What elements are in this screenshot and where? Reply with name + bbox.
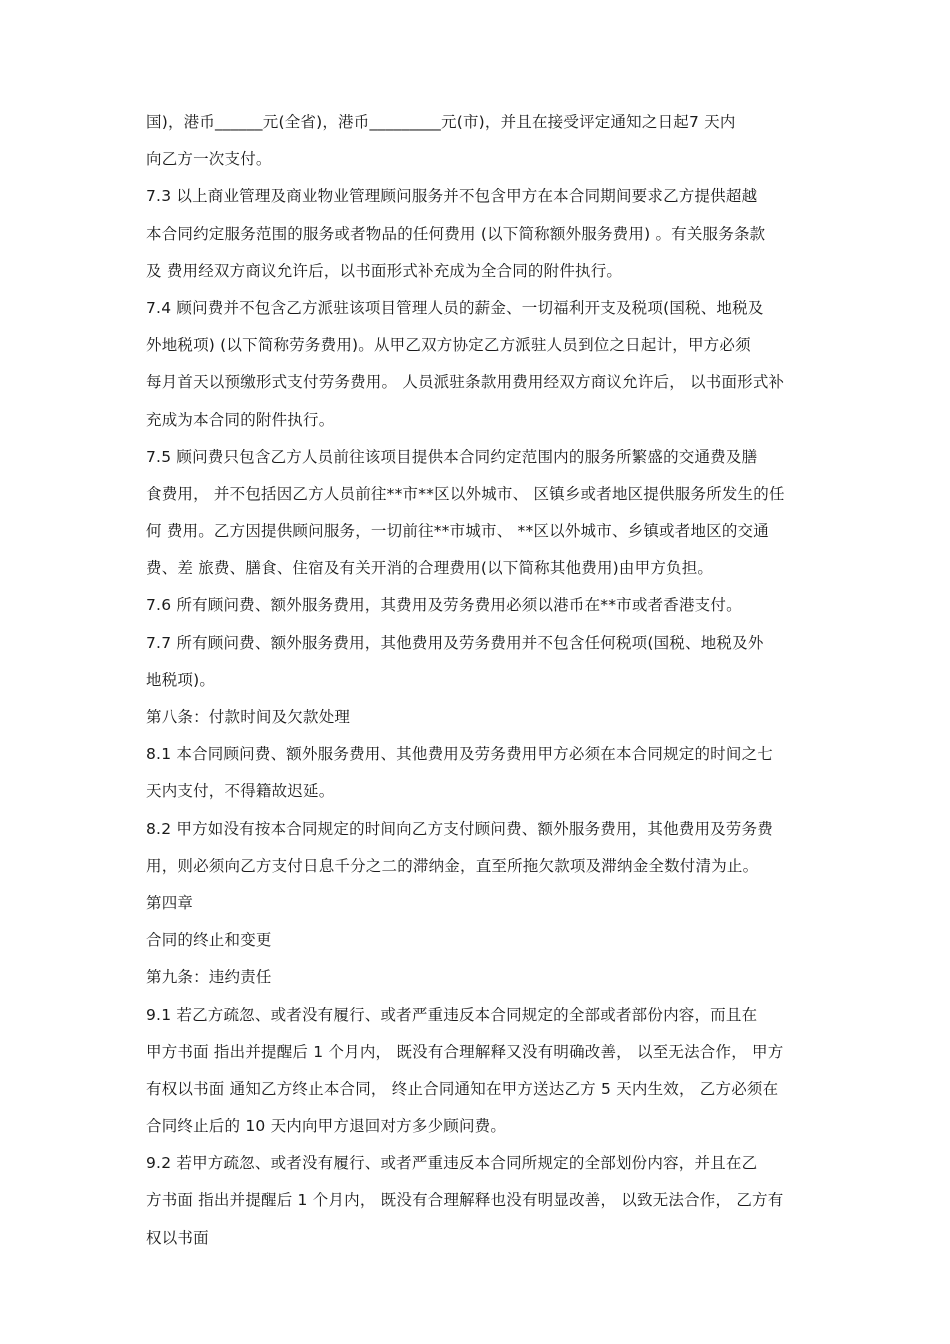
clause-7-3: 7.3 以上商业管理及商业物业管理顾问服务并不包含甲方在本合同期间要求乙方提供超越: [146, 187, 758, 206]
text-line: 费、差 旅费、膳食、住宿及有关开消的合理费用(以下简称其他费用)由甲方负担。: [146, 559, 714, 578]
clause-7-6: 7.6 所有顾问费、额外服务费用，其费用及劳务费用必须以港币在**市或者香港支付。: [146, 596, 742, 615]
text-line: 国)，港币______元(全省)，港币_________元(市)，并且在接受评定通知之日起7 天内: [146, 113, 736, 131]
text-line: 向乙方一次支付。: [146, 150, 272, 169]
clause-7-7: 7.7 所有顾问费、额外服务费用，其他费用及劳务费用并不包含任何税项(国税、地税及外: [146, 633, 764, 652]
text-line: 有权以书面 通知乙方终止本合同， 终止合同通知在甲方送达乙方 5 天内生效， 乙方必须在: [146, 1079, 779, 1098]
text-line: 充成为本合同的附件执行。: [146, 410, 335, 429]
clause-7-5: 7.5 顾问费只包含乙方人员前往该项目提供本合同约定范围内的服务所繁盛的交通费及膳: [146, 447, 758, 466]
clause-9-2: 9.2 若甲方疏忽、或者没有履行、或者严重违反本合同所规定的全部划份内容，并且在乙: [146, 1154, 758, 1173]
text-line: 食费用， 并不包括因乙方人员前往**市**区以外城市、 区镇乡或者地区提供服务所发生的任: [146, 484, 785, 503]
clause-9-1: 9.1 若乙方疏忽、或者没有履行、或者严重违反本合同规定的全部或者部份内容，而且在: [146, 1005, 758, 1024]
clause-7-4: 7.4 顾问费并不包含乙方派驻该项目管理人员的薪金、一切福利开支及税项(国税、地税及: [146, 298, 764, 317]
chapter-4-title: 合同的终止和变更: [146, 931, 272, 950]
text-line: 合同终止后的 10 天内向甲方退回对方多少顾问费。: [146, 1117, 507, 1136]
clause-8-2: 8.2 甲方如没有按本合同规定的时间向乙方支付顾问费、额外服务费用，其他费用及劳务费: [146, 819, 773, 838]
document-body: [146, 104, 822, 1257]
text-line: 外地税项) (以下简称劳务费用)。从甲乙双方协定乙方派驻人员到位之日起计，甲方必须: [146, 336, 751, 355]
clause-8-1: 8.1 本合同顾问费、额外服务费用、其他费用及劳务费用甲方必须在本合同规定的时间之七: [146, 745, 773, 764]
text-line: 何 费用。乙方因提供顾问服务，一切前往**市城市、 **区以外城市、乡镇或者地区的交通: [146, 522, 769, 541]
text-line: 本合同约定服务范围的服务或者物品的任何费用 (以下简称额外服务费用) 。有关服务条款: [146, 224, 766, 243]
text-line: 地税项)。: [146, 670, 216, 689]
text-line: 每月首天以预缴形式支付劳务费用。 人员派驻条款用费用经双方商议允许后， 以书面形式补: [146, 373, 785, 392]
text-line: 用，则必须向乙方支付日息千分之二的滞纳金，直至所拖欠款项及滞纳金全数付清为止。: [146, 856, 759, 875]
chapter-4-heading: 第四章: [146, 893, 194, 912]
text-line: 天内支付，不得籍故迟延。: [146, 782, 335, 801]
text-line: 甲方书面 指出并提醒后 1 个月内， 既没有合理解释又没有明确改善， 以至无法合作， 甲方: [146, 1042, 784, 1061]
article-9-heading: 第九条：违约责任: [146, 968, 272, 987]
text-line: 权以书面: [146, 1228, 209, 1247]
text-line: 及 费用经双方商议允许后，以书面形式补充成为全合同的附件执行。: [146, 261, 623, 280]
article-8-heading: 第八条：付款时间及欠款处理: [146, 708, 351, 726]
text-line: 方书面 指出并提醒后 1 个月内， 既没有合理解释也没有明显改善， 以致无法合作， 乙方有: [146, 1191, 784, 1210]
